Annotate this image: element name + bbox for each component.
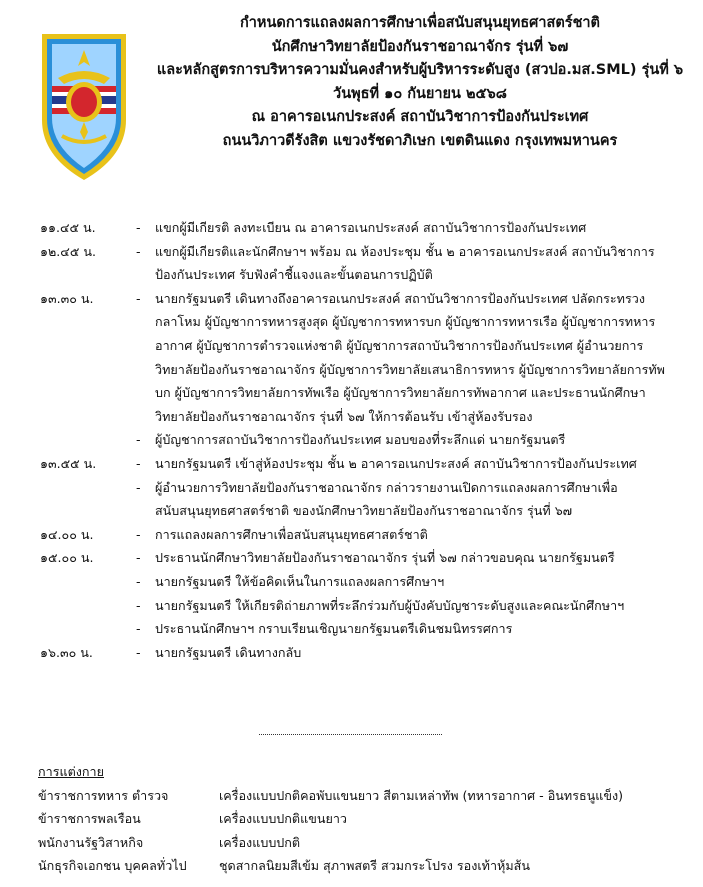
schedule-row — [0, 594, 703, 618]
dress-attire: เครื่องแบบปกติ — [219, 834, 301, 850]
schedule-time: ๑๓.๓๐ น. — [40, 290, 94, 306]
bullet-dash: - — [136, 432, 141, 448]
bullet-dash: - — [136, 290, 141, 306]
schedule-item-text: นายกรัฐมนตรี ให้เกียรติถ่ายภาพที่ระลึกร่วมกับผู้บังคับบัญชาระดับสูงและคณะนักศึกษาฯ — [155, 597, 625, 613]
bullet-dash: - — [136, 550, 141, 566]
ndc-emblem-icon — [38, 28, 130, 184]
header-line: วันพุธที่ ๑๐ กันยายน ๒๕๖๘ — [333, 85, 507, 102]
schedule-item-text: การแถลงผลการศึกษาเพื่อสนับสนุนยุทธศาสตร์ชาติ — [155, 526, 428, 542]
schedule-time: ๑๑.๔๕ น. — [40, 220, 96, 235]
header-line: ถนนวิภาวดีรังสิต แขวงรัชดาภิเษก เขตดินแดง กรุงเทพมหานคร — [222, 132, 618, 149]
header-line: และหลักสูตรการบริหารความมั่นคงสำหรับผู้บริหารระดับสูง (สวปอ.มส.SML) รุ่นที่ ๖ — [156, 62, 684, 78]
dress-group: พนักงานรัฐวิสาหกิจ — [38, 834, 144, 850]
dress-code-section — [38, 760, 698, 878]
dress-attire: เครื่องแบบปกติคอพับแขนยาว สีตามเหล่าทัพ (ทหารอากาศ - อินทรธนูแข็ง) — [219, 787, 624, 803]
schedule-row — [0, 428, 703, 452]
document-header — [140, 12, 700, 153]
schedule-list — [0, 216, 703, 664]
schedule-row — [0, 287, 703, 429]
schedule-time: ๑๓.๕๕ น. — [40, 455, 97, 471]
schedule-item-text: ประธานนักศึกษาฯ กราบเรียนเชิญนายกรัฐมนตรีเดินชมนิทรรศการ — [155, 621, 513, 637]
schedule-row — [0, 216, 703, 240]
schedule-item-text: ผู้บัญชาการสถาบันวิชาการป้องกันประเทศ มอบของที่ระลึกแด่ นายกรัฐมนตรี — [155, 432, 566, 448]
bullet-dash: - — [136, 220, 141, 235]
schedule-item-text: นายกรัฐมนตรี เข้าสู่ห้องประชุม ชั้น ๒ อาคารอเนกประสงค์ สถาบันวิชาการป้องกันประเทศ — [155, 455, 637, 471]
schedule-item-text: นายกรัฐมนตรี เดินทางถึงอาคารอเนกประสงค์ สถาบันวิชาการป้องกันประเทศ ปลัดกระทรวงกลาโหม ผู้บัญชาการทหารสูงสุด ผู้บัญชาการทหารบก ผู้บัญชาการทหารเรือ ผู้บัญชาการทหารอากาศ ผู้บัญชาการตำรวจแห่งชาติ ผู้บัญชาการสถาบันวิชาการป้องกันประเทศ ผู้อำนวยการวิทยาลัยป้องกันราชอาณาจักร ผู้บัญชาการวิทยาลัยเสนาธิการทหาร ผู้บัญชาการวิทยาลัยการทัพบก ผู้บัญชาการวิทยาลัยการทัพเรือ ผู้บัญชาการวิทยาลัยการทัพอากาศ และประธานนักศึกษาวิทยาลัยป้องกันราชอาณาจักร รุ่นที่ ๖๗ ให้การต้อนรับ เข้าสู่ห้องรับรอง — [155, 290, 665, 424]
schedule-item-text: แขกผู้มีเกียรติ ลงทะเบียน ณ อาคารอเนกประสงค์ สถาบันวิชาการป้องกันประเทศ — [155, 220, 587, 235]
schedule-row — [0, 546, 703, 570]
schedule-item-text: นายกรัฐมนตรี เดินทางกลับ — [155, 644, 302, 660]
dress-row — [38, 784, 698, 808]
dress-row — [38, 854, 698, 878]
dress-attire: ชุดสากลนิยมสีเข้ม สุภาพสตรี สวมกระโปรง รองเท้าหุ้มส้น — [219, 858, 530, 874]
bullet-dash: - — [136, 644, 141, 660]
header-line: ณ อาคารอเนกประสงค์ สถาบันวิชาการป้องกันประเทศ — [251, 109, 589, 125]
header-line: กำหนดการแถลงผลการศึกษาเพื่อสนับสนุนยุทธศาสตร์ชาติ — [240, 15, 600, 31]
bullet-dash: - — [136, 621, 141, 637]
dress-group: นักธุรกิจเอกชน บุคคลทั่วไป — [38, 858, 187, 874]
dress-group: ข้าราชการทหาร ตำรวจ — [38, 787, 169, 803]
schedule-item-text: ประธานนักศึกษาวิทยาลัยป้องกันราชอาณาจักร รุ่นที่ ๖๗ กล่าวขอบคุณ นายกรัฐมนตรี — [155, 550, 615, 566]
schedule-row — [0, 617, 703, 641]
schedule-row — [0, 240, 703, 287]
bullet-dash: - — [136, 243, 141, 259]
bullet-dash: - — [136, 479, 141, 495]
schedule-time: ๑๖.๓๐ น. — [40, 644, 93, 660]
schedule-row — [0, 570, 703, 594]
bullet-dash: - — [136, 455, 141, 471]
dress-group: ข้าราชการพลเรือน — [38, 811, 141, 827]
schedule-item-text: นายกรัฐมนตรี ให้ข้อคิดเห็นในการแถลงผลการศึกษาฯ — [155, 573, 445, 589]
dress-code-title: การแต่งกาย — [38, 764, 104, 779]
bullet-dash: - — [136, 573, 141, 589]
dress-row — [38, 807, 698, 831]
bullet-dash: - — [136, 526, 141, 542]
schedule-row — [0, 641, 703, 665]
dress-row — [38, 831, 698, 855]
schedule-time: ๑๒.๔๕ น. — [40, 243, 96, 259]
divider-line — [259, 734, 442, 735]
bullet-dash: - — [136, 597, 141, 613]
schedule-item-text: แขกผู้มีเกียรติและนักศึกษาฯ พร้อม ณ ห้องประชุม ชั้น ๒ อาคารอเนกประสงค์ สถาบันวิชาการป้องกันประเทศ รับฟังคำชี้แจงและขั้นตอนการปฏิบัติ — [155, 243, 655, 283]
schedule-row — [0, 476, 703, 523]
schedule-row — [0, 452, 703, 476]
dress-attire: เครื่องแบบปกติแขนยาว — [219, 811, 347, 827]
schedule-item-text: ผู้อำนวยการวิทยาลัยป้องกันราชอาณาจักร กล่าวรายงานเปิดการแถลงผลการศึกษาเพื่อสนับสนุนยุทธศาสตร์ชาติ ของนักศึกษาวิทยาลัยป้องกันราชอาณาจักร รุ่นที่ ๖๗ — [155, 479, 618, 519]
schedule-time: ๑๔.๐๐ น. — [40, 526, 94, 542]
schedule-row — [0, 523, 703, 547]
header-line: นักศึกษาวิทยาลัยป้องกันราชอาณาจักร รุ่นที่ ๖๗ — [271, 38, 569, 55]
schedule-time: ๑๕.๐๐ น. — [40, 550, 94, 566]
